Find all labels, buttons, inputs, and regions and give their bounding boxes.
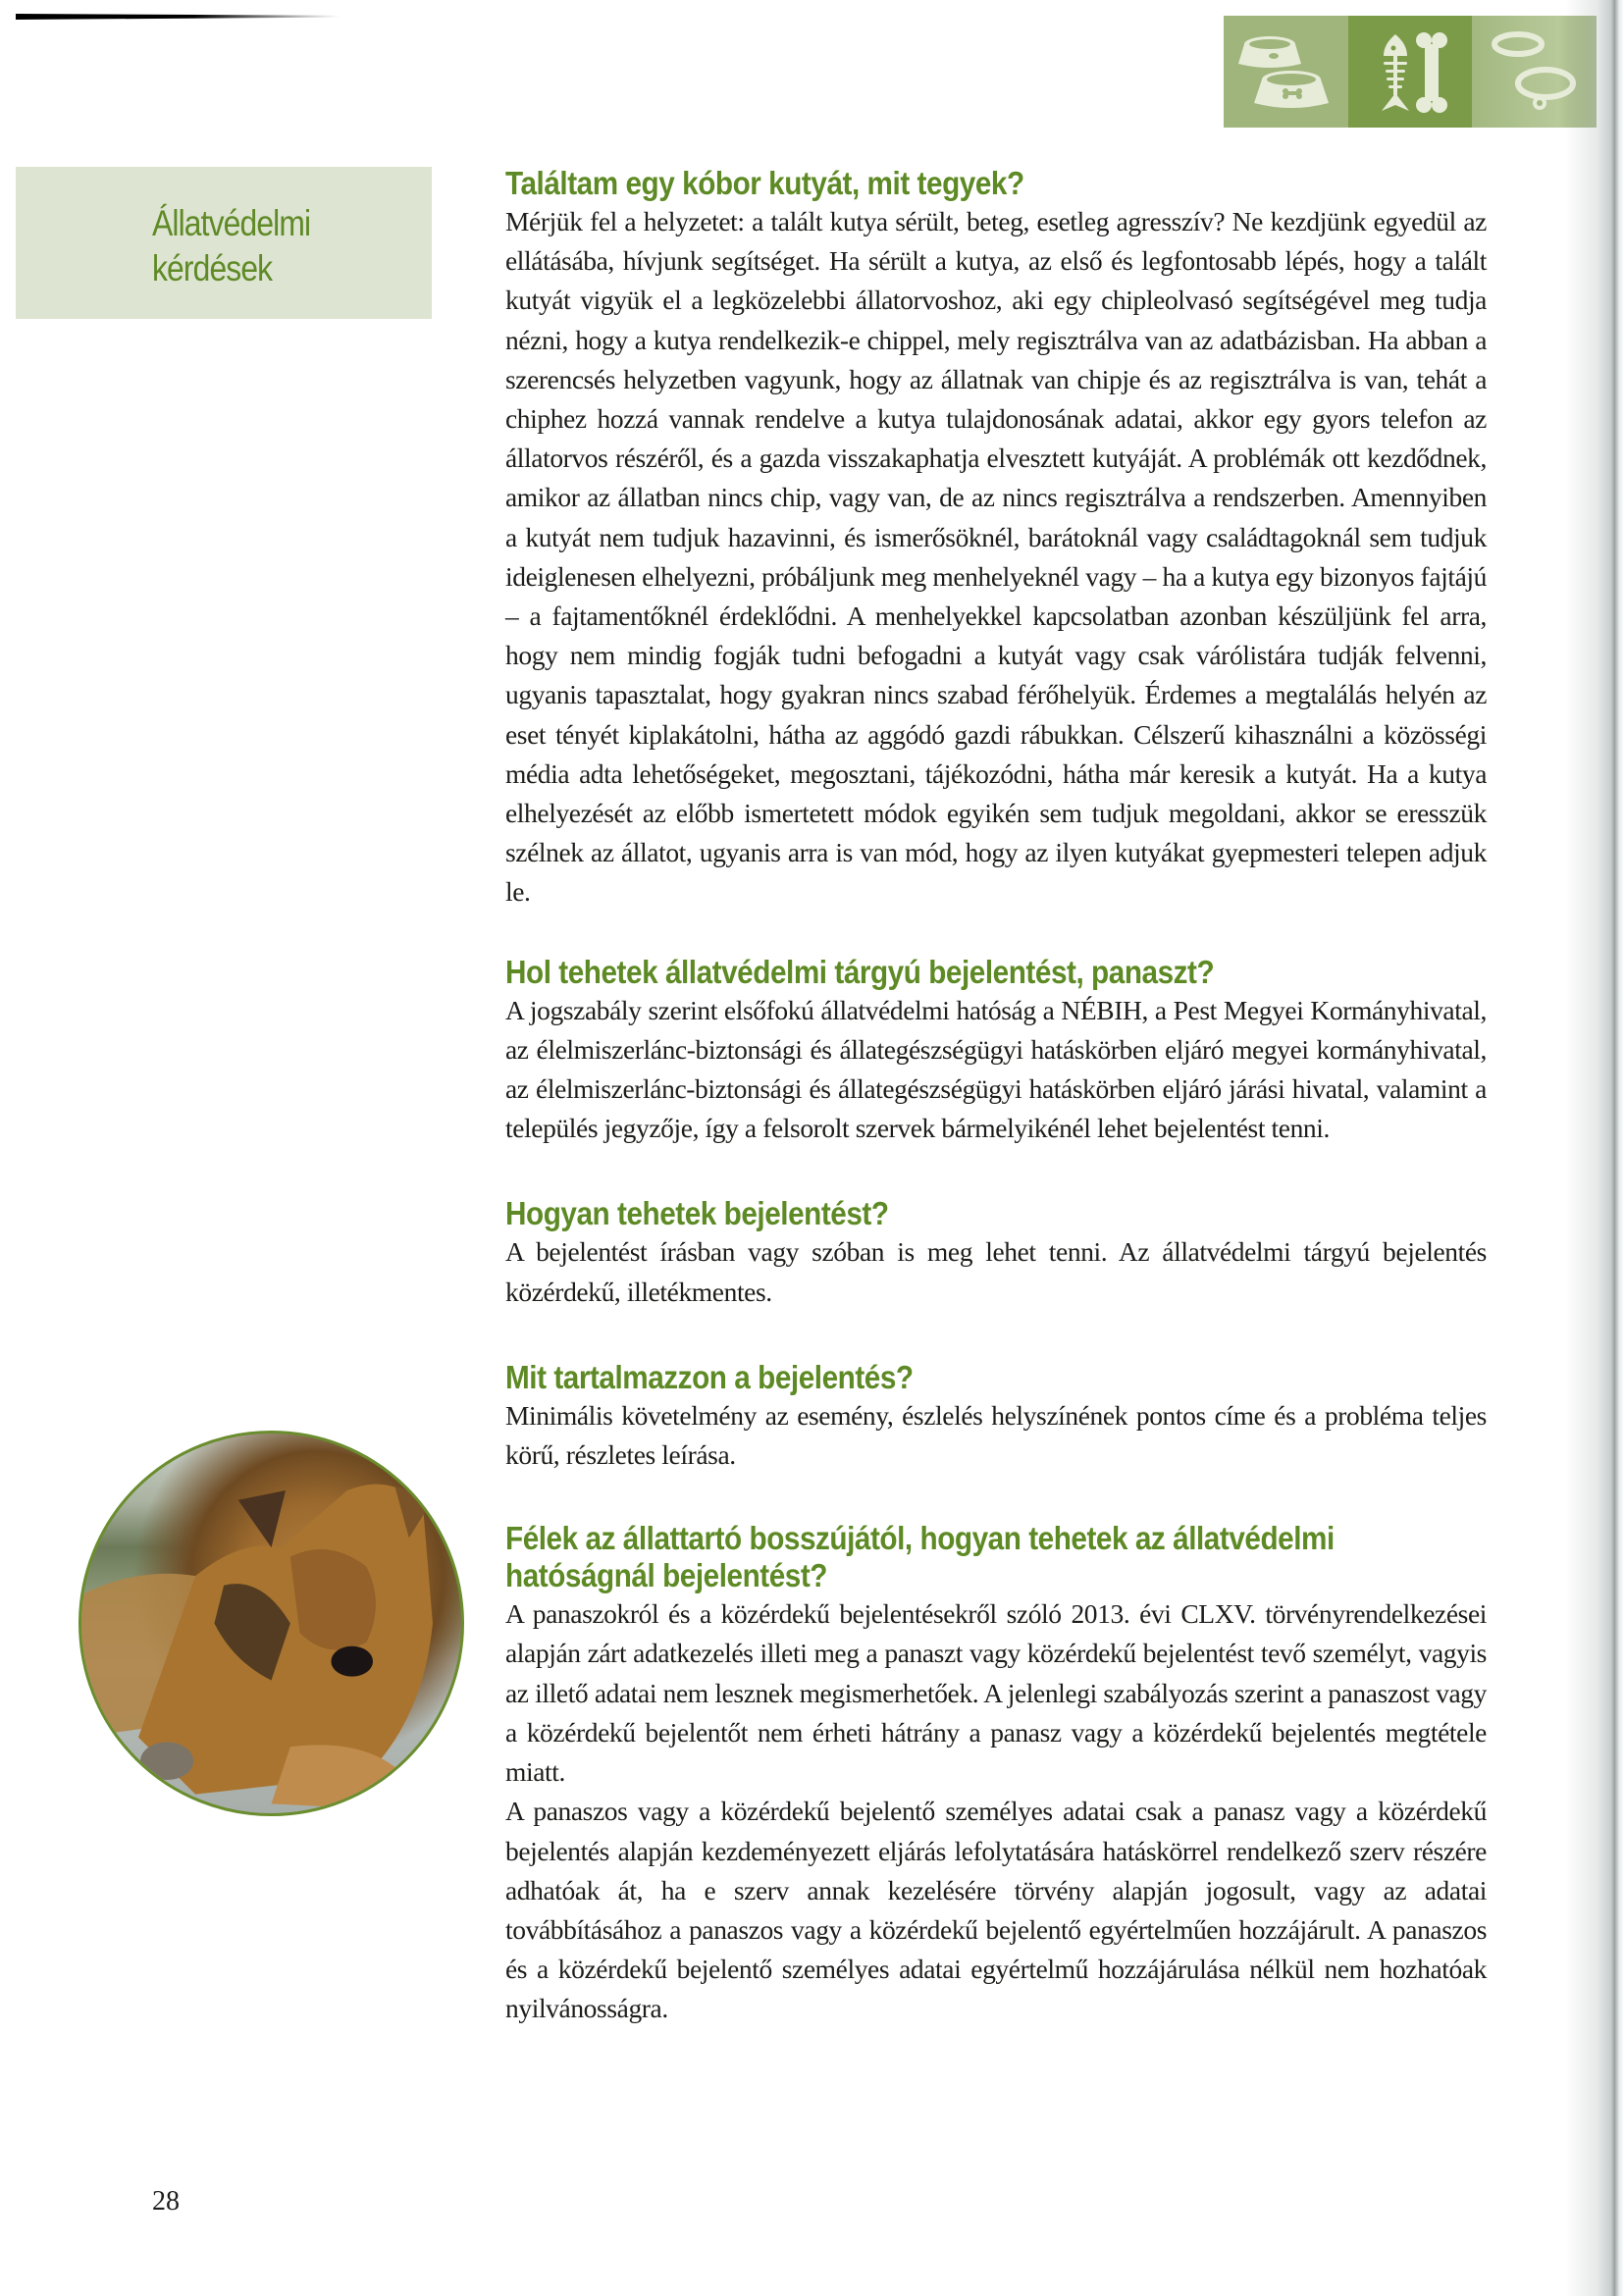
section-how-to-report xyxy=(505,1195,1487,1311)
section-paragraph: A bejelentést írásban vagy szóban is meg lehet tenni. Az állatvédelmi tárgyú bejelentés közérdekű, illetékmentes. xyxy=(505,1236,1487,1307)
section-heading: Mit tartalmazzon a bejelentés? xyxy=(505,1358,914,1395)
chapter-title xyxy=(152,201,310,291)
section-heading: Félek az állattartó bosszújától, hogyan tehetek az állatvédelmi hatóságnál bejelentést? xyxy=(505,1520,1335,1594)
page-number: 28 xyxy=(152,2186,180,2217)
section-paragraph: Minimális követelmény az esemény, észlelés helyszínének pontos címe és a probléma teljes körű, részletes leírása. xyxy=(505,1399,1487,1471)
dog-collar-icon xyxy=(1481,23,1589,121)
section-heading: Hogyan tehetek bejelentést? xyxy=(505,1195,889,1232)
chapter-title-line-2: kérdések xyxy=(152,248,273,288)
chapter-title-line-1: Állatvédelmi xyxy=(152,203,311,243)
stray-dog-photo xyxy=(79,1431,464,1816)
section-paragraph: A panaszokról és a közérdekű bejelentésekről szóló 2013. évi CLXV. törvényrendelkezései alapján zárt adatkezelés illeti meg a panaszt vagy közérdekű bejelentést tevő személyt, vagyis az illető adatai nem lesznek megismerhetőek. A jelenlegi szabályozás szerint a panaszost vagy a közérdekű bejelentőt nem érheti hátrány a panasz vagy a közérdekű bejelentés megtétele miatt. xyxy=(505,1598,1487,1788)
book-binding-shadow xyxy=(1565,0,1624,2296)
section-paragraph: Mérjük fel a helyzetet: a talált kutya sérült, beteg, esetleg agresszív? Ne kezdjünk egyedül az ellátásába, hívjunk segítséget. Ha sérült a kutya, az első és legfontosabb lépés, hogy a talált kutyát vigyük el a legközelebbi állatorvoshoz, aki egy chipleolvasó segítségével meg tudja nézni, hogy a kutya rendelkezik-e chippel, mely regisztrálva van az adatbázisban. Ha abban a szerencsés helyzetben vagyunk, hogy az állatnak van chipje és az regisztrálva is van, tehát a chiphez hozzá vannak rendelve a kutya tulajdonosának adatai, akkor egy gyors telefon az állatorvos részéről, és a gazda visszakaphatja elvesztett kutyáját. A problémák ott kezdődnek, amikor az állatban nincs chip, vagy van, de az nincs regisztrálva a rendszerben. Amennyiben a kutyát nem tudjuk hazavinni, és ismerősöknél, barátoknál vagy családtagoknál sem tudjuk ideiglenesen elhelyezni, próbáljunk meg menhelyeknél vagy – ha a kutya egy bizonyos fajtájú – a fajtamentőknél érdeklődni. A menhelyekkel kapcsolatban azonban készüljünk fel arra, hogy nem mindig fogják tudni befogadni a kutyát vagy csak várólistára tudják felvenni, ugyanis tapasztalat, hogy gyakran nincs szabad férőhelyük. Érdemes a megtalálás helyén az eset tényét kiplakátolni, hátha az aggódó gazdi rábukkan. Célszerű kihasználni a közösségi média adta lehetőségeket, megosztani, tájékozódni, hátha már keresik a kutyát. Ha a kutya elhelyezését az előbb ismertetett módok egyikén sem tudjuk megoldani, akkor se eresszük szélnek az állatot, ugyanis arra is van mód, hogy az ilyen kutyákat gyepmesteri telepen adjuk le. xyxy=(505,206,1487,908)
banner-panel-bowls xyxy=(1224,16,1348,128)
dog-bone-icon xyxy=(1416,32,1447,113)
section-paragraph: A jogszabály szerint elsőfokú állatvédelmi hatóság a NÉBIH, a Pest Megyei Kormányhivatal, az élelmiszerlánc-biztonsági és állategészségügyi hatáskörben eljáró megyei kormányhivatal, az élelmiszerlánc-biztonsági és állategészségügyi hatáskörben eljáró járási hivatal, valamint a település jegyzője, így a felsorolt szervek bármelyikénél lehet bejelentést tenni. xyxy=(505,994,1487,1144)
section-paragraph: A panaszos vagy a közérdekű bejelentő személyes adatai csak a panasz vagy a közérdekű bejelentés alapján kezdeményezett eljárás lefolytatására hatáskörrel rendelkező szerv részére adhatóak át, ha e szerv annak kezelésére törvény alapján jogosult, vagy az adatai továbbításához a panaszos vagy a közérdekű bejelentő egyértelműen hozzájárult. A panaszos és a közérdekű bejelentő személyes adatai egyértelmű hozzájárulása nélkül nem hozhatóak nyilvánosságra. xyxy=(505,1796,1487,2024)
section-stray-dog xyxy=(505,165,1487,913)
section-anonymous-report xyxy=(505,1520,1487,2028)
banner-panel-bones xyxy=(1348,16,1472,128)
section-where-to-report xyxy=(505,954,1487,1149)
pet-bowl-icon xyxy=(1232,23,1340,121)
top-rule-decoration xyxy=(16,14,340,20)
banner-panel-collars xyxy=(1472,16,1597,128)
article-content xyxy=(505,165,1487,2029)
fish-bone-icon xyxy=(1356,23,1464,121)
section-heading: Találtam egy kóbor kutyát, mit tegyek? xyxy=(505,165,1024,201)
section-heading: Hol tehetek állatvédelmi tárgyú bejelentést, panaszt? xyxy=(505,953,1215,990)
section-report-contents xyxy=(505,1359,1487,1475)
dog-illustration xyxy=(81,1434,461,1813)
header-icon-banner xyxy=(1224,16,1597,128)
